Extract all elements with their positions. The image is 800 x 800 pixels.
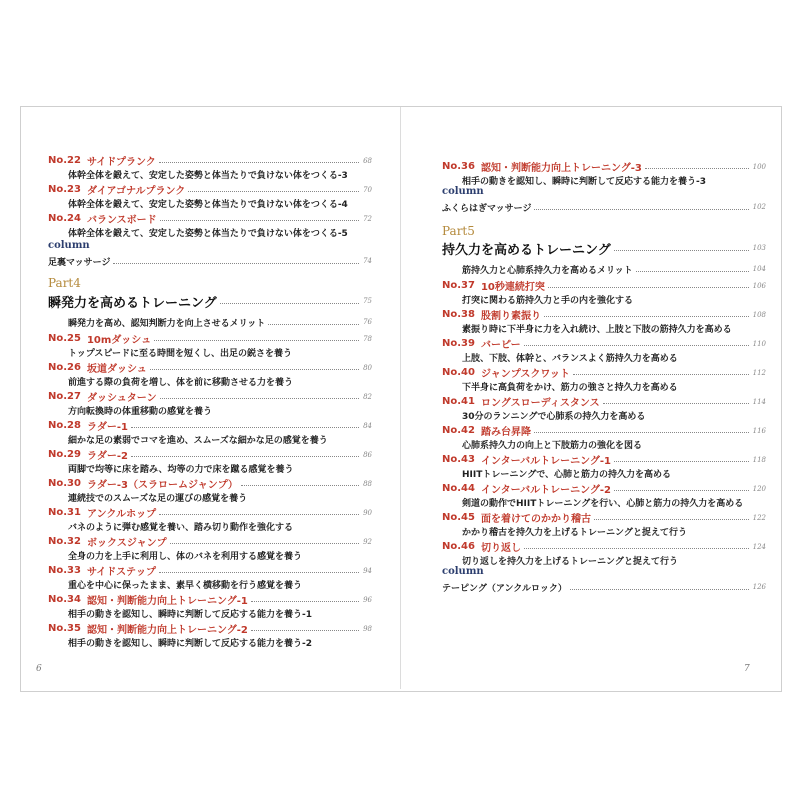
entry-title: ジャンプスクワット (480, 369, 570, 380)
dot-leader (241, 485, 359, 486)
entry-title: 認知・判断能力向上トレーニング-3 (480, 163, 642, 174)
dot-leader (251, 630, 359, 631)
entry-description: 細かな足の素弱でコマを進め、スムーズな細かな足の感覚を養う (68, 436, 328, 446)
entry-page: 98 (363, 624, 372, 633)
entry-title: ボックスジャンプ (86, 538, 167, 549)
entry-page: 122 (752, 513, 766, 522)
entry-page: 70 (363, 185, 372, 194)
entry-page: 88 (363, 479, 372, 488)
entry-page: 96 (363, 595, 372, 604)
entry-page: 114 (752, 397, 766, 406)
part-heading-title: 持久力を高めるトレーニング (442, 242, 611, 258)
entry-number: No.33 (48, 565, 81, 576)
entry-number: No.41 (442, 396, 475, 407)
entry-description: 相手の動きを認知し、瞬時に判断して反応する能力を養う-1 (68, 610, 312, 620)
part-heading[interactable] (442, 240, 766, 256)
entry-number: No.23 (48, 184, 81, 195)
dot-leader (614, 461, 749, 462)
entry-description: 上肢、下肢、体幹と、バランスよく筋持久力を高める (462, 354, 678, 364)
dot-leader (159, 572, 359, 573)
dot-leader (548, 287, 749, 288)
dot-leader (188, 191, 359, 192)
entry-page: 124 (752, 542, 766, 551)
entry-page: 100 (752, 162, 766, 171)
entry-title: ラダー-3（スラロームジャンプ） (86, 480, 238, 491)
entry-description: 方向転換時の体重移動の感覚を養う (68, 407, 213, 417)
part-label: Part5 (442, 224, 475, 238)
entry-title: ラダー-1 (86, 422, 128, 433)
entry-title: ロングスローディスタンス (480, 398, 600, 409)
entry-page: 74 (363, 257, 372, 265)
entry-page: 78 (363, 334, 372, 343)
entry-page: 103 (752, 244, 766, 252)
toc-entry[interactable] (442, 395, 766, 421)
intro-title: 瞬発力を高め、認知判断力を向上させるメリット (68, 318, 266, 329)
dot-leader (614, 250, 749, 251)
intro-item[interactable] (442, 262, 766, 276)
dot-leader (524, 345, 749, 346)
entry-description: 下半身に高負荷をかけ、筋力の強さと持久力を高める (462, 383, 678, 393)
dot-leader (534, 209, 748, 210)
entry-number: No.43 (442, 454, 475, 465)
dot-leader (251, 601, 359, 602)
entry-title: 踏み台昇降 (480, 427, 531, 438)
column-label: column (442, 566, 484, 577)
intro-item[interactable] (48, 315, 372, 329)
entry-description: 前進する際の負荷を増し、体を前に移動させる力を養う (68, 378, 294, 388)
entry-number: No.38 (442, 309, 475, 320)
entry-title: バランスボード (86, 215, 157, 226)
entry-page: 108 (752, 310, 766, 319)
entry-title: 10秒連続打突 (480, 282, 545, 293)
entry-title: 10mダッシュ (86, 335, 152, 346)
column-item[interactable] (48, 254, 372, 268)
dot-leader (544, 316, 749, 317)
dot-leader (220, 303, 359, 304)
entry-description: 体幹全体を鍛えて、安定した姿勢と体当たりで負けない体をつくる-5 (68, 229, 348, 239)
toc-entry[interactable] (48, 622, 372, 648)
entry-number: No.34 (48, 594, 81, 605)
entry-title: インターバルトレーニング-2 (480, 485, 611, 496)
entry-title: ラダー-2 (86, 451, 128, 462)
entry-description: 体幹全体を鍛えて、安定した姿勢と体当たりで負けない体をつくる-4 (68, 200, 348, 210)
toc-entry[interactable] (442, 424, 766, 450)
dot-leader (534, 432, 749, 433)
entry-title: サイドステップ (86, 567, 156, 578)
entry-number: No.37 (442, 280, 475, 291)
entry-title: 股割り素振り (480, 311, 541, 322)
dot-leader (573, 374, 749, 375)
entry-number: No.40 (442, 367, 475, 378)
entry-description: 重心を中心に保ったまま、素早く横移動を行う感覚を養う (68, 581, 303, 591)
column-label: column (48, 240, 90, 251)
toc-entry[interactable] (48, 448, 372, 474)
toc-entry[interactable] (442, 160, 766, 186)
dot-leader (154, 340, 359, 341)
column-label: column (442, 186, 484, 197)
entry-page: 92 (363, 537, 372, 546)
entry-number: No.26 (48, 362, 81, 373)
entry-description: 連続技でのスムーズな足の運びの感覚を養う (68, 494, 248, 504)
dot-leader (131, 427, 359, 428)
entry-description: 相手の動きを認知し、瞬時に判断して反応する能力を養う-2 (68, 639, 312, 649)
column-item-title: ふくらはぎマッサージ (442, 203, 532, 214)
dot-leader (160, 398, 360, 399)
entry-number: No.46 (442, 541, 475, 552)
entry-number: No.27 (48, 391, 81, 402)
entry-title: 認知・判断能力向上トレーニング-2 (86, 625, 248, 636)
left-page-number: 6 (36, 664, 42, 674)
toc-entry[interactable] (48, 535, 372, 561)
part-label: Part4 (48, 276, 81, 290)
dot-leader (570, 589, 749, 590)
entry-title: 切り返し (480, 543, 521, 554)
entry-number: No.24 (48, 213, 81, 224)
entry-description: 心肺系持久力の向上と下肢筋力の強化を図る (462, 441, 643, 451)
toc-entry[interactable] (48, 154, 372, 180)
right-page-number: 7 (744, 664, 750, 674)
entry-page: 80 (363, 363, 372, 372)
entry-title: 認知・判断能力向上トレーニング-1 (86, 596, 248, 607)
entry-number: No.22 (48, 155, 81, 166)
entry-title: 坂道ダッシュ (86, 364, 147, 375)
dot-leader (159, 162, 359, 163)
entry-description: 全身の力を上手に利用し、体のバネを利用する感覚を養う (68, 552, 303, 562)
toc-entry[interactable] (48, 419, 372, 445)
entry-number: No.45 (442, 512, 475, 523)
entry-page: 118 (752, 455, 766, 464)
dot-leader (603, 403, 749, 404)
dot-leader (614, 490, 749, 491)
dot-leader (131, 456, 359, 457)
entry-page: 116 (752, 426, 766, 435)
entry-description: トップスピードに至る時間を短くし、出足の鋭さを養う (68, 349, 293, 359)
column-item[interactable] (442, 200, 766, 214)
entry-title: ダッシュターン (86, 393, 157, 404)
toc-entry[interactable] (442, 337, 766, 363)
entry-page: 110 (752, 339, 766, 348)
toc-entry[interactable] (442, 540, 766, 566)
part-heading-title: 瞬発力を高めるトレーニング (48, 295, 217, 311)
entry-number: No.32 (48, 536, 81, 547)
entry-description: 相手の動きを認知し、瞬時に判断して反応する能力を養う-3 (462, 177, 706, 187)
entry-number: No.44 (442, 483, 475, 494)
dot-leader (150, 369, 359, 370)
entry-number: No.35 (48, 623, 81, 634)
dot-leader (268, 324, 359, 325)
entry-page: 106 (752, 281, 766, 290)
dot-leader (170, 543, 359, 544)
entry-page: 72 (363, 214, 372, 223)
entry-description: 体幹全体を鍛えて、安定した姿勢と体当たりで負けない体をつくる-3 (68, 171, 348, 181)
toc-entry[interactable] (442, 308, 766, 334)
part-heading[interactable] (48, 293, 372, 309)
entry-page: 104 (752, 265, 766, 273)
column-item[interactable] (442, 580, 766, 594)
dot-leader (159, 514, 359, 515)
entry-description: 両脚で均等に床を踏み、均等の力で床を蹴る感覚を養う (68, 465, 294, 475)
entry-page: 90 (363, 508, 372, 517)
entry-title: アンクルホップ (86, 509, 157, 520)
entry-title: サイドプランク (86, 157, 156, 168)
toc-entry[interactable] (48, 390, 372, 416)
entry-number: No.28 (48, 420, 81, 431)
dot-leader (636, 271, 749, 272)
entry-number: No.30 (48, 478, 81, 489)
entry-number: No.25 (48, 333, 81, 344)
entry-title: バーピー (480, 340, 521, 351)
toc-entry[interactable] (48, 593, 372, 619)
entry-page: 84 (363, 421, 372, 430)
entry-number: No.39 (442, 338, 475, 349)
entry-description: バネのように弾む感覚を養い、踏み切り動作を強化する (68, 523, 294, 533)
toc-entry[interactable] (442, 279, 766, 305)
entry-page: 120 (752, 484, 766, 493)
toc-entry[interactable] (442, 511, 766, 537)
column-item-title: テーピング（アンクルロック） (442, 583, 567, 594)
entry-page: 112 (752, 368, 766, 377)
dot-leader (113, 263, 359, 264)
entry-description: HIITトレーニングで、心肺と筋力の持久力を高める (462, 470, 672, 480)
toc-entry[interactable] (48, 506, 372, 532)
dot-leader (160, 220, 359, 221)
toc-entry[interactable] (48, 183, 372, 209)
intro-title: 筋持久力と心肺系持久力を高めるメリット (462, 265, 633, 276)
entry-page: 102 (752, 203, 766, 211)
dot-leader (524, 548, 749, 549)
entry-number: No.29 (48, 449, 81, 460)
entry-title: インターバルトレーニング-1 (480, 456, 611, 467)
entry-number: No.31 (48, 507, 81, 518)
entry-page: 76 (363, 318, 372, 326)
entry-description: 剣道の動作でHIITトレーニングを行い、心肺と筋力の持久力を高める (462, 499, 744, 509)
entry-page: 68 (363, 156, 372, 165)
toc-entry[interactable] (442, 453, 766, 479)
entry-number: No.42 (442, 425, 475, 436)
entry-description: 切り返しを持久力を上げるトレーニングと捉えて行う (462, 557, 679, 567)
entry-title: ダイアゴナルプランク (86, 186, 186, 197)
dot-leader (594, 519, 749, 520)
entry-number: No.36 (442, 161, 475, 172)
toc-entry[interactable] (48, 477, 372, 503)
toc-entry[interactable] (442, 366, 766, 392)
toc-entry[interactable] (48, 332, 372, 358)
entry-description: 30分のランニングで心肺系の持久力を高める (462, 412, 646, 422)
dot-leader (645, 168, 749, 169)
toc-entry[interactable] (48, 212, 372, 238)
toc-entry[interactable] (48, 361, 372, 387)
entry-page: 86 (363, 450, 372, 459)
entry-title: 面を着けてのかかり稽古 (480, 514, 591, 525)
entry-page: 82 (363, 392, 372, 401)
entry-description: 素振り時に下半身に力を入れ続け、上肢と下肢の筋持久力を高める (462, 325, 732, 335)
entry-page: 94 (363, 566, 372, 575)
toc-entry[interactable] (442, 482, 766, 508)
column-item-title: 足裏マッサージ (48, 257, 111, 268)
entry-description: 打突に関わる筋持久力と手の内を強化する (462, 296, 634, 306)
entry-page: 75 (363, 297, 372, 305)
entry-page: 126 (752, 583, 766, 591)
toc-entry[interactable] (48, 564, 372, 590)
gutter-divider (400, 107, 401, 689)
entry-description: かかり稽古を持久力を上げるトレーニングと捉えて行う (462, 528, 688, 538)
